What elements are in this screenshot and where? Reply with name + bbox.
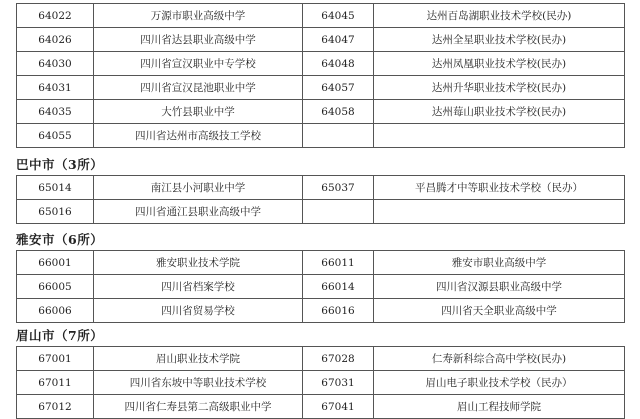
school-code: 64022 (17, 4, 94, 28)
school-code: 64026 (17, 28, 94, 52)
table-row (17, 100, 625, 124)
school-name: 大竹县职业中学 (94, 100, 303, 124)
school-code: 65016 (17, 200, 94, 224)
table-row (17, 347, 625, 371)
school-name: 眉山职业技术学院 (94, 347, 303, 371)
table-row (17, 299, 625, 323)
school-name: 万源市职业高级中学 (94, 4, 303, 28)
section-heading-text: 巴中市（3所） (16, 157, 104, 172)
table-row (17, 52, 625, 76)
school-name (374, 124, 625, 148)
table-row (17, 251, 625, 275)
school-name: 四川省达县职业高级中学 (94, 28, 303, 52)
school-name (374, 200, 625, 224)
school-code: 65014 (17, 176, 94, 200)
school-name: 平昌腾才中等职业技术学校（民办） (374, 176, 625, 200)
school-code (303, 124, 374, 148)
school-code: 64055 (17, 124, 94, 148)
school-table-bazhong (16, 175, 625, 224)
school-name: 四川省仁寿县第二高级职业中学 (94, 395, 303, 419)
school-code: 64048 (303, 52, 374, 76)
school-table-meishan (16, 346, 625, 419)
section-heading-text: 雅安市（6所） (16, 232, 104, 247)
school-name: 四川省贸易学校 (94, 299, 303, 323)
table-row (17, 176, 625, 200)
school-code: 66001 (17, 251, 94, 275)
school-code: 64057 (303, 76, 374, 100)
school-code: 66006 (17, 299, 94, 323)
section-heading-meishan (16, 328, 103, 344)
table-row (17, 200, 625, 224)
section-heading-yaan (16, 232, 103, 248)
table-row (17, 395, 625, 419)
school-name: 仁寿新科综合高中学校(民办) (374, 347, 625, 371)
school-name: 四川省达州市高级技工学校 (94, 124, 303, 148)
table-row (17, 76, 625, 100)
school-code: 64058 (303, 100, 374, 124)
school-code: 67012 (17, 395, 94, 419)
school-name: 达州凤凰职业技术学校(民办) (374, 52, 625, 76)
school-table-dazhou (16, 3, 625, 148)
section-heading-bazhong (16, 157, 103, 173)
school-code: 67031 (303, 371, 374, 395)
school-name: 雅安市职业高级中学 (374, 251, 625, 275)
school-name: 四川省宣汉昆池职业中学 (94, 76, 303, 100)
school-name: 南江县小河职业中学 (94, 176, 303, 200)
school-name: 雅安职业技术学院 (94, 251, 303, 275)
school-code: 64031 (17, 76, 94, 100)
table-row (17, 124, 625, 148)
school-name: 四川省通江县职业高级中学 (94, 200, 303, 224)
school-name: 达州全星职业技术学校(民办) (374, 28, 625, 52)
school-name: 达州升华职业技术学校(民办) (374, 76, 625, 100)
school-code: 64047 (303, 28, 374, 52)
school-name: 达州百岛湖职业技术学校(民办) (374, 4, 625, 28)
school-name: 眉山电子职业技术学校（民办） (374, 371, 625, 395)
school-code: 64045 (303, 4, 374, 28)
school-name: 四川省汉源县职业高级中学 (374, 275, 625, 299)
table-row (17, 28, 625, 52)
school-code (303, 200, 374, 224)
school-code: 66011 (303, 251, 374, 275)
section-heading-text: 眉山市（7所） (16, 328, 104, 343)
school-code: 67001 (17, 347, 94, 371)
school-name: 四川省东坡中等职业技术学校 (94, 371, 303, 395)
school-code: 66016 (303, 299, 374, 323)
school-code: 67028 (303, 347, 374, 371)
school-name: 四川省天全职业高级中学 (374, 299, 625, 323)
school-code: 64035 (17, 100, 94, 124)
school-code: 67041 (303, 395, 374, 419)
school-name: 四川省宣汉职业中专学校 (94, 52, 303, 76)
school-code: 66014 (303, 275, 374, 299)
school-name: 四川省档案学校 (94, 275, 303, 299)
school-name: 眉山工程技师学院 (374, 395, 625, 419)
school-code: 67011 (17, 371, 94, 395)
school-code: 65037 (303, 176, 374, 200)
school-code: 66005 (17, 275, 94, 299)
school-code: 64030 (17, 52, 94, 76)
table-row (17, 275, 625, 299)
school-name: 达州莓山职业技术学校(民办) (374, 100, 625, 124)
table-row (17, 4, 625, 28)
table-row (17, 371, 625, 395)
school-table-yaan (16, 250, 625, 323)
